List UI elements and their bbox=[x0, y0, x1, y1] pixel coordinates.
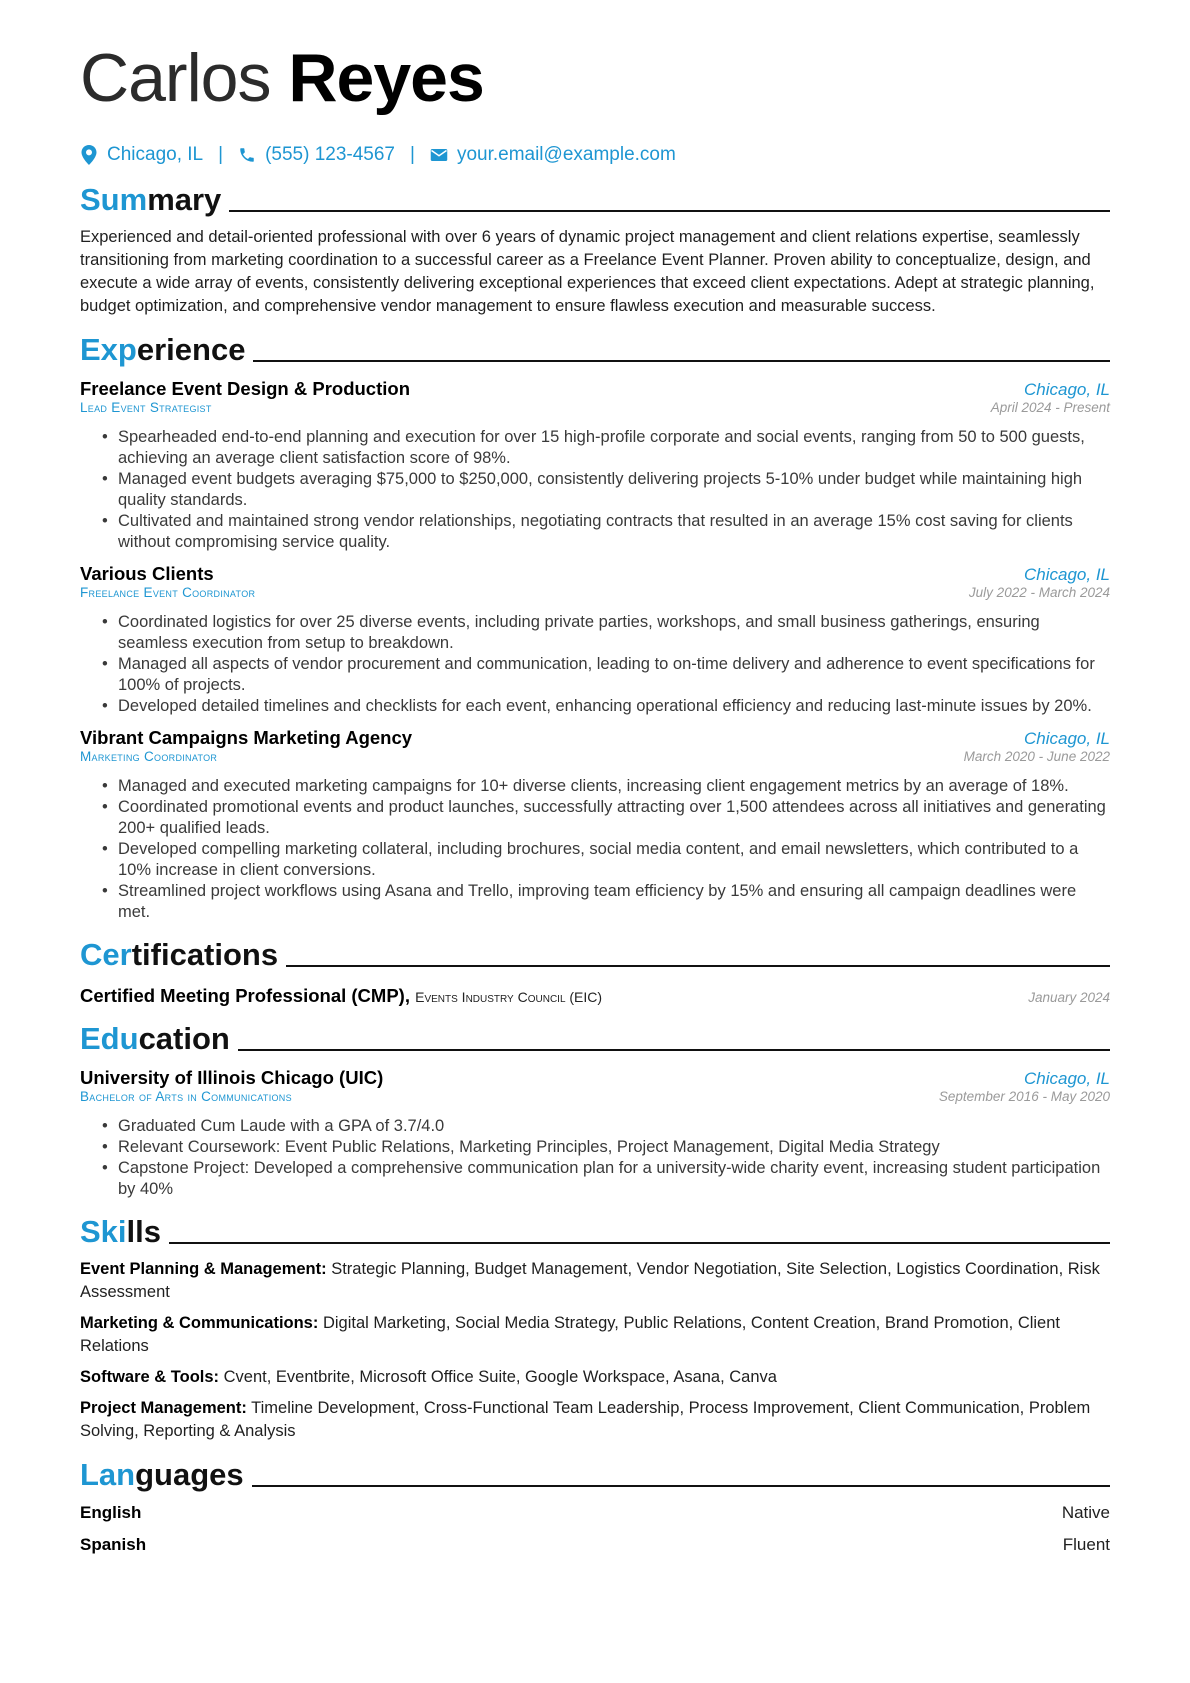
languages-heading bbox=[80, 1457, 1110, 1493]
skill-group bbox=[80, 1366, 1110, 1389]
last-name: Reyes bbox=[288, 40, 484, 116]
email-text: your.email@example.com bbox=[456, 144, 676, 165]
skill-items: Strategic Planning, Budget Management, Vendor Negotiation, Site Selection, Logistics Coordination, Risk Assessment bbox=[80, 1260, 1100, 1301]
entry-dates: March 2020 - June 2022 bbox=[963, 749, 1110, 764]
candidate-name bbox=[80, 38, 1110, 118]
language-name: Spanish bbox=[80, 1535, 147, 1554]
bullet-item: • Cultivated and maintained strong vendor relationships, negotiating contracts that resulted in an average 15% cost saving for clients without compromising service quality. bbox=[118, 511, 1110, 553]
bullet-item: • Managed and executed marketing campaigns for 10+ diverse clients, increasing client engagement metrics by an average of 18%. bbox=[118, 776, 1110, 797]
bullet-item: • Developed compelling marketing collateral, including brochures, social media content, and email newsletters, which contributed to a 10% increase in client conversions. bbox=[118, 839, 1110, 881]
experience-entry bbox=[80, 727, 1110, 923]
entry-dates: July 2022 - March 2024 bbox=[968, 585, 1110, 600]
skill-label: Project Management: bbox=[80, 1399, 247, 1417]
experience-heading bbox=[80, 332, 1110, 368]
skills-heading bbox=[80, 1214, 1110, 1250]
contact-email[interactable] bbox=[430, 144, 676, 166]
skill-group bbox=[80, 1258, 1110, 1304]
entry-dates: April 2024 - Present bbox=[990, 400, 1110, 415]
certification-name: Certified Meeting Professional (CMP) bbox=[80, 985, 405, 1006]
entry-bullets bbox=[80, 1116, 1110, 1200]
skill-label: Marketing & Communications: bbox=[80, 1314, 319, 1332]
skill-label: Event Planning & Management: bbox=[80, 1260, 327, 1278]
bullet-item: • Graduated Cum Laude with a GPA of 3.7/4.0 bbox=[118, 1116, 1110, 1137]
entry-bullets bbox=[80, 427, 1110, 553]
skill-items: Cvent, Eventbrite, Microsoft Office Suite, Google Workspace, Asana, Canva bbox=[223, 1368, 777, 1386]
certifications-heading bbox=[80, 937, 1110, 973]
phone-text: (555) 123-4567 bbox=[265, 144, 395, 165]
entry-organization: Vibrant Campaigns Marketing Agency bbox=[80, 727, 413, 748]
skill-items: Timeline Development, Cross-Functional Team Leadership, Process Improvement, Client Communication, Problem Solving, Reporting & Analysis bbox=[80, 1399, 1091, 1440]
entry-role: Lead Event Strategist bbox=[80, 400, 212, 415]
bullet-item: • Managed event budgets averaging $75,000 to $250,000, consistently delivering projects 5-10% under budget while maintaining high quality standards. bbox=[118, 469, 1110, 511]
entry-role: Marketing Coordinator bbox=[80, 749, 218, 764]
contact-phone[interactable] bbox=[238, 144, 395, 166]
map-marker-icon bbox=[80, 145, 98, 165]
entry-location: Chicago, IL bbox=[1024, 565, 1110, 584]
entry-role: Freelance Event Coordinator bbox=[80, 585, 256, 600]
language-row bbox=[80, 1501, 1110, 1525]
certification-date: January 2024 bbox=[1028, 990, 1110, 1005]
language-level: Native bbox=[1061, 1503, 1110, 1522]
entry-organization: Freelance Event Design & Production bbox=[80, 378, 410, 399]
section-rule bbox=[252, 1485, 1110, 1487]
bullet-item: • Spearheaded end-to-end planning and execution for over 15 high-profile corporate and social events, ranging from 50 to 500 guests, achieving an average client satisfaction score of 98%. bbox=[118, 427, 1110, 469]
entry-location: Chicago, IL bbox=[1024, 729, 1110, 748]
section-title: Experience bbox=[80, 332, 246, 367]
bullet-item: • Developed detailed timelines and checklists for each event, enhancing operational efficiency and reducing last-minute issues by 20%. bbox=[118, 696, 1110, 717]
skill-group bbox=[80, 1397, 1110, 1443]
section-rule bbox=[286, 965, 1110, 967]
experience-entry bbox=[80, 563, 1110, 717]
language-row bbox=[80, 1533, 1110, 1557]
entry-organization: Various Clients bbox=[80, 563, 214, 584]
bullet-item: • Relevant Coursework: Event Public Relations, Marketing Principles, Project Management, Digital Media Strategy bbox=[118, 1137, 1110, 1158]
certification-issuer: Events Industry Council (EIC) bbox=[415, 989, 603, 1005]
contact-separator: | bbox=[218, 144, 224, 165]
section-rule bbox=[253, 360, 1110, 362]
first-name: Carlos bbox=[80, 40, 271, 116]
section-title: Summary bbox=[80, 182, 222, 217]
contact-separator: | bbox=[410, 144, 415, 165]
summary-heading bbox=[80, 182, 1110, 218]
bullet-item: • Streamlined project workflows using Asana and Trello, improving team efficiency by 15% and ensuring all campaign deadlines were met. bbox=[118, 881, 1110, 923]
entry-bullets bbox=[80, 776, 1110, 923]
bullet-item: • Coordinated logistics for over 25 diverse events, including private parties, workshops, and small business gatherings, ensuring seamless execution from setup to breakdown. bbox=[118, 612, 1110, 654]
entry-degree: Bachelor of Arts in Communications bbox=[80, 1089, 292, 1104]
bullet-item: • Coordinated promotional events and product launches, successfully attracting over 1,500 attendees across all initiatives and generating 200+ qualified leads. bbox=[118, 797, 1110, 839]
section-title: Languages bbox=[80, 1457, 244, 1492]
language-level: Fluent bbox=[1062, 1535, 1110, 1554]
summary-text: Experienced and detail-oriented professional with over 6 years of dynamic project management and client relations expertise, seamlessly transitioning from marketing coordination to a successful career as a Freelance Event Planner. Proven ability to conceptualize, design, and execute a wide array of events, consistently delivering exceptional experiences that exceed client expectations. Adept at strategic planning, budget optimization, and comprehensive vendor management to ensure flawless execution and measurable success. bbox=[80, 228, 1095, 315]
phone-icon bbox=[238, 145, 256, 165]
entry-bullets bbox=[80, 612, 1110, 717]
section-rule bbox=[229, 210, 1110, 212]
language-name: English bbox=[80, 1503, 142, 1522]
entry-dates: September 2016 - May 2020 bbox=[938, 1089, 1110, 1104]
location-text: Chicago, IL bbox=[107, 144, 204, 165]
certification-entry: Certified Meeting Professional (CMP), Events Industry Council (EIC) January 2024 bbox=[80, 985, 1110, 1006]
section-rule bbox=[169, 1242, 1110, 1244]
contact-location bbox=[80, 144, 203, 166]
section-title: Skills bbox=[80, 1214, 161, 1249]
bullet-item: • Managed all aspects of vendor procurement and communication, leading to on-time delivery and adherence to event specifications for 100% of projects. bbox=[118, 654, 1110, 696]
bullet-item: • Capstone Project: Developed a comprehensive communication plan for a university-wide charity event, increasing student participation by 40% bbox=[118, 1158, 1110, 1200]
skill-label: Software & Tools: bbox=[80, 1368, 220, 1386]
entry-organization: University of Illinois Chicago (UIC) bbox=[80, 1067, 384, 1088]
education-heading bbox=[80, 1021, 1110, 1057]
experience-entry bbox=[80, 378, 1110, 553]
entry-location: Chicago, IL bbox=[1024, 380, 1110, 399]
education-entry bbox=[80, 1067, 1110, 1200]
entry-location: Chicago, IL bbox=[1024, 1069, 1110, 1088]
section-title: Certifications bbox=[80, 937, 279, 972]
section-title: Education bbox=[80, 1021, 230, 1056]
skill-group bbox=[80, 1312, 1110, 1358]
envelope-icon bbox=[430, 145, 448, 165]
skill-items: Digital Marketing, Social Media Strategy, Public Relations, Content Creation, Brand Promotion, Client Relations bbox=[80, 1314, 1060, 1355]
contact-bar bbox=[80, 142, 1110, 168]
section-rule bbox=[238, 1049, 1110, 1051]
